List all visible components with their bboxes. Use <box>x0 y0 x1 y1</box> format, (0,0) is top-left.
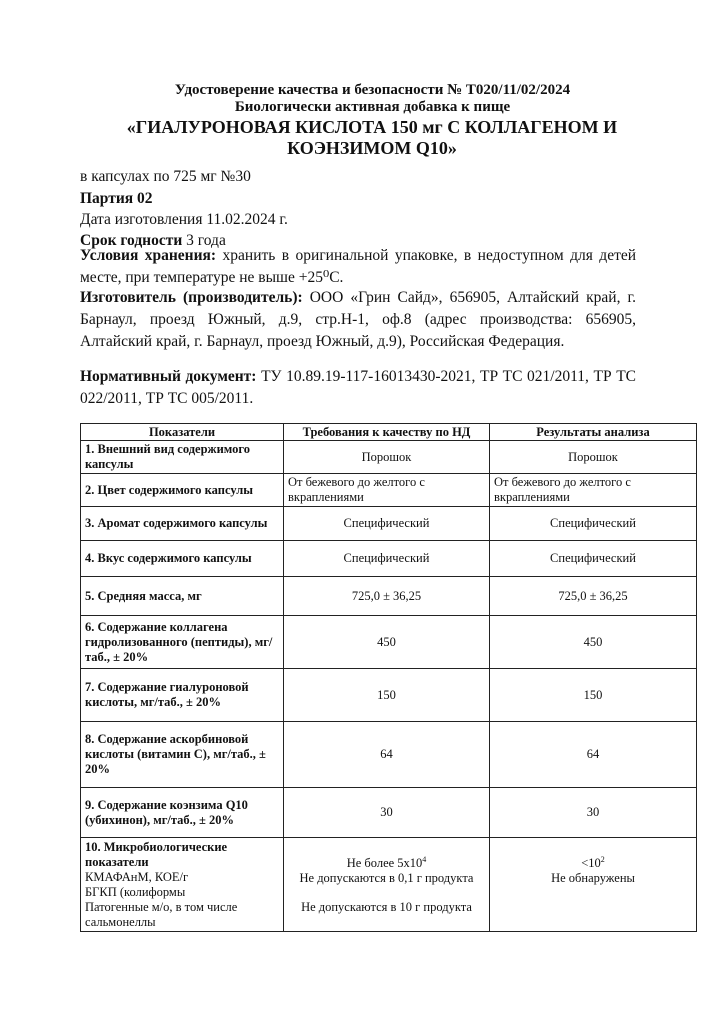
quality-table <box>80 423 697 932</box>
micro-item-bgkp: БГКП (колиформы <box>85 885 186 899</box>
indicator-cell: 1. Внешний вид содержимого капсулы <box>81 441 284 474</box>
result-cell: 725,0 ± 36,25 <box>490 577 697 616</box>
product-form: в капсулах по 725 мг №30 <box>80 168 251 185</box>
table-row-micro <box>81 838 697 932</box>
normative-document <box>80 366 636 410</box>
table-row <box>81 788 697 838</box>
result-cell: Специфический <box>490 541 697 577</box>
requirement-cell: 150 <box>284 669 490 722</box>
indicator-cell: 2. Цвет содержимого капсулы <box>81 474 284 507</box>
micro-item-pathogens: Патогенные м/о, в том числе сальмонеллы <box>85 900 238 929</box>
product-name: «ГИАЛУРОНОВАЯ КИСЛОТА 150 мг С КОЛЛАГЕНОМ И КОЭНЗИМОМ Q10» <box>126 117 618 158</box>
table-row <box>81 541 697 577</box>
indicator-cell: 9. Содержание коэнзима Q10 (убихинон), мг/таб., ± 20% <box>81 788 284 838</box>
table-row <box>81 616 697 669</box>
header-indicators: Показатели <box>81 424 284 441</box>
normative-value: ТУ 10.89.19-117-16013430-2021, ТР ТС 021/2011, ТР ТС 022/2011, ТР ТС 005/2011. <box>80 368 636 407</box>
requirement-cell: Порошок <box>284 441 490 474</box>
table-row <box>81 507 697 541</box>
result-cell: От бежевого до желтого с вкраплениями <box>490 474 697 507</box>
header-requirements: Требования к качеству по НД <box>284 424 490 441</box>
manufacturer-label: Изготовитель (производитель): <box>80 289 303 306</box>
manufacture-date <box>80 211 288 229</box>
requirement-cell: 64 <box>284 722 490 788</box>
requirement-cell: От бежевого до желтого с вкраплениями <box>284 474 490 507</box>
micro-req-bgkp: Не допускаются в 0,1 г продукта <box>299 871 474 885</box>
table-row <box>81 441 697 474</box>
product-type: Биологически активная добавка к пище <box>234 99 511 115</box>
table-row <box>81 669 697 722</box>
micro-req-pathogens: Не допускаются в 10 г продукта <box>301 900 472 914</box>
table-header-row <box>81 424 697 441</box>
table-row <box>81 474 697 507</box>
storage-value: хранить в оригинальной упаковке, в недоступном для детей месте, при температуре не выше +25⁰С. <box>80 247 637 286</box>
storage-label: Условия хранения: <box>80 247 217 264</box>
requirement-cell: Специфический <box>284 507 490 541</box>
batch-number: Партия 02 <box>80 190 153 207</box>
micro-item-kmafanm: КМАФАнМ, КОЕ/г <box>85 870 189 884</box>
result-cell: 30 <box>490 788 697 838</box>
micro-req-kmafanm: Не более $5х10^4$ <box>346 854 427 870</box>
indicator-cell: 6. Содержание коллагена гидролизованного (пептиды), мг/таб., ± 20% <box>81 616 284 669</box>
indicator-cell: 3. Аромат содержимого капсулы <box>81 507 284 541</box>
table-row <box>81 577 697 616</box>
result-cell: Порошок <box>490 441 697 474</box>
result-cell: 150 <box>490 669 697 722</box>
result-cell: 450 <box>490 616 697 669</box>
manufacture-date-value: 11.02.2024 г. <box>206 211 288 228</box>
indicator-cell: 7. Содержание гиалуроновой кислоты, мг/таб., ± 20% <box>81 669 284 722</box>
micro-res-kmafanm: $<10^2$ <box>581 854 605 870</box>
requirement-cell <box>284 838 490 932</box>
shelf-life-value: 3 года <box>186 232 226 249</box>
result-cell: Специфический <box>490 507 697 541</box>
manufacturer-value: ООО «Грин Сайд», 656905, Алтайский край, г. Барнаул, проезд Южный, д.9, стр.Н-1, оф.8 (адрес производства: 656905, Алтайский край, г. Барнаул, проезд Южный, д.9), Российская Федерация. <box>80 289 636 350</box>
certificate-title: Удостоверение качества и безопасности № Т020/11/02/2024 <box>174 82 571 98</box>
manufacture-date-label: Дата изготовления <box>80 211 203 228</box>
result-cell: 64 <box>490 722 697 788</box>
micro-res-bgkp: Не обнаружены <box>551 871 635 885</box>
micro-title: 10. Микробиологические показатели <box>85 840 228 869</box>
indicator-cell: 4. Вкус содержимого капсулы <box>81 541 284 577</box>
indicator-cell: 8. Содержание аскорбиновой кислоты (витамин С), мг/таб., ± 20% <box>81 722 284 788</box>
normative-label: Нормативный документ: <box>80 368 257 385</box>
indicator-cell <box>81 838 284 932</box>
table-row <box>81 722 697 788</box>
requirement-cell: Специфический <box>284 541 490 577</box>
manufacturer <box>80 287 636 353</box>
result-cell <box>490 838 697 932</box>
header-results: Результаты анализа <box>490 424 697 441</box>
indicator-cell: 5. Средняя масса, мг <box>81 577 284 616</box>
requirement-cell: 450 <box>284 616 490 669</box>
shelf-life-label: Срок годности <box>80 232 183 249</box>
requirement-cell: 30 <box>284 788 490 838</box>
requirement-cell: 725,0 ± 36,25 <box>284 577 490 616</box>
storage-conditions <box>80 245 636 289</box>
